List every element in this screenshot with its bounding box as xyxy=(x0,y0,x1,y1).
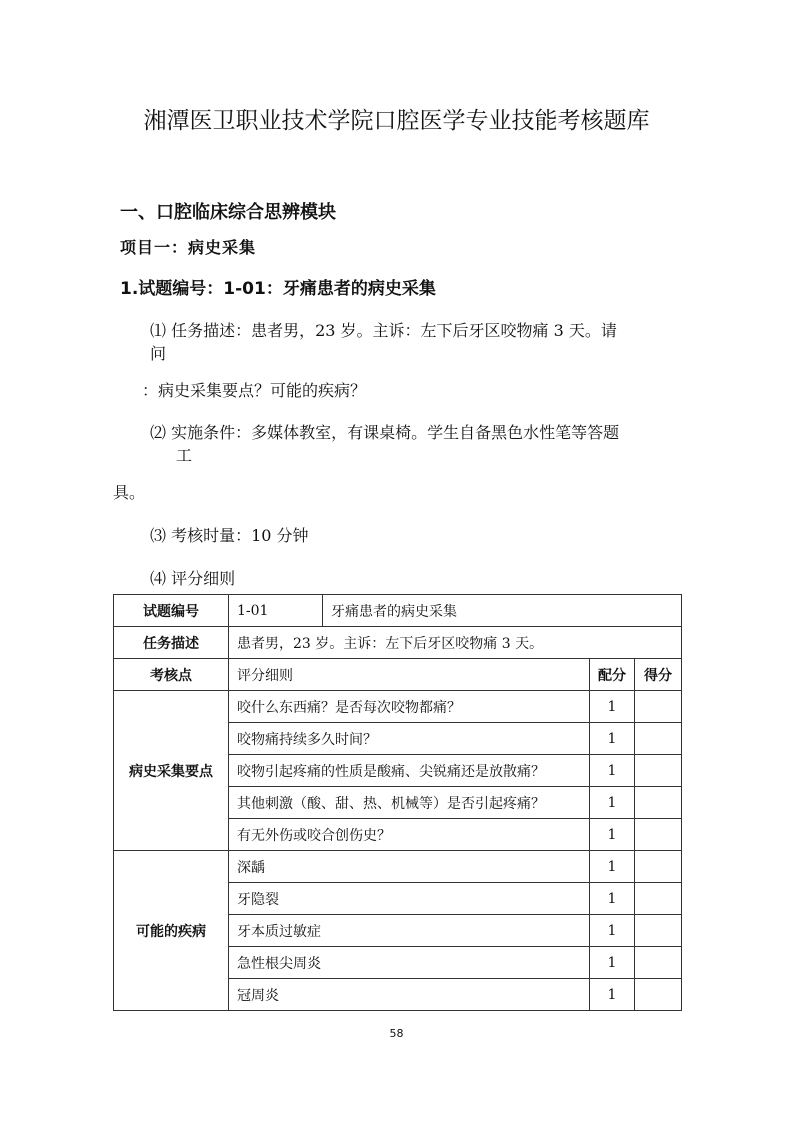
criterion-score: 1 xyxy=(590,851,635,883)
header-earned: 得分 xyxy=(635,659,682,691)
conditions-line: 工 xyxy=(176,446,193,465)
document-title: 湘潭医卫职业技术学院口腔医学专业技能考核题库 xyxy=(143,108,650,134)
criterion-text: 有无外伤或咬合创伤史？ xyxy=(229,819,590,851)
earned-score-cell[interactable] xyxy=(635,947,682,979)
section-name: 可能的疾病 xyxy=(114,851,229,1011)
module-heading: 一、口腔临床综合思辨模块 xyxy=(120,202,336,223)
criterion-score: 1 xyxy=(590,915,635,947)
conditions-line: ⑵ 实施条件：多媒体教室，有课桌椅。学生自备黑色水性笔等答题 xyxy=(150,423,620,442)
table-row xyxy=(114,627,682,659)
question-heading: 1.试题编号：1-01：牙痛患者的病史采集 xyxy=(120,279,436,299)
criterion-text: 冠周炎 xyxy=(229,979,590,1011)
earned-score-cell[interactable] xyxy=(635,851,682,883)
earned-score-cell[interactable] xyxy=(635,819,682,851)
header-score: 配分 xyxy=(590,659,635,691)
task-description-line: ：病史采集要点？可能的疾病？ xyxy=(142,381,367,400)
criterion-score: 1 xyxy=(590,883,635,915)
criterion-text: 急性根尖周炎 xyxy=(229,947,590,979)
criterion-score: 1 xyxy=(590,947,635,979)
criterion-score: 1 xyxy=(590,723,635,755)
question-name: 牙痛患者的病史采集 xyxy=(323,595,682,627)
earned-score-cell[interactable] xyxy=(635,755,682,787)
scoring-rules-heading: ⑷ 评分细则 xyxy=(150,569,236,588)
earned-score-cell[interactable] xyxy=(635,915,682,947)
earned-score-cell[interactable] xyxy=(635,723,682,755)
table-row xyxy=(114,851,682,883)
conditions-line: 具。 xyxy=(113,483,146,502)
scoring-table xyxy=(113,594,682,1011)
task-description-line: 问 xyxy=(150,344,167,363)
criterion-score: 1 xyxy=(590,819,635,851)
criterion-text: 咬物引起疼痛的性质是酸痛、尖锐痛还是放散痛？ xyxy=(229,755,590,787)
header-assessment-point: 考核点 xyxy=(114,659,229,691)
project-heading: 项目一：病史采集 xyxy=(120,238,257,257)
table-row xyxy=(114,691,682,723)
criterion-score: 1 xyxy=(590,755,635,787)
criterion-score: 1 xyxy=(590,979,635,1011)
question-id-label: 试题编号 xyxy=(114,595,229,627)
criterion-text: 牙本质过敏症 xyxy=(229,915,590,947)
criterion-score: 1 xyxy=(590,787,635,819)
question-id-value: 1-01 xyxy=(229,595,323,627)
criterion-text: 咬物痛持续多久时间？ xyxy=(229,723,590,755)
table-row xyxy=(114,595,682,627)
criterion-score: 1 xyxy=(590,691,635,723)
earned-score-cell[interactable] xyxy=(635,691,682,723)
page-number: 58 xyxy=(389,1027,404,1040)
task-value: 患者男，23 岁。主诉：左下后牙区咬物痛 3 天。 xyxy=(229,627,682,659)
table-header-row xyxy=(114,659,682,691)
task-description-line: ⑴ 任务描述：患者男，23 岁。主诉：左下后牙区咬物痛 3 天。请 xyxy=(150,321,617,340)
section-name: 病史采集要点 xyxy=(114,691,229,851)
criterion-text: 咬什么东西痛？是否每次咬物都痛？ xyxy=(229,691,590,723)
earned-score-cell[interactable] xyxy=(635,883,682,915)
header-scoring-rule: 评分细则 xyxy=(229,659,590,691)
criterion-text: 深龋 xyxy=(229,851,590,883)
earned-score-cell[interactable] xyxy=(635,979,682,1011)
earned-score-cell[interactable] xyxy=(635,787,682,819)
time-limit-line: ⑶ 考核时量：10 分钟 xyxy=(150,526,309,545)
criterion-text: 牙隐裂 xyxy=(229,883,590,915)
task-label: 任务描述 xyxy=(114,627,229,659)
criterion-text: 其他刺激（酸、甜、热、机械等）是否引起疼痛？ xyxy=(229,787,590,819)
